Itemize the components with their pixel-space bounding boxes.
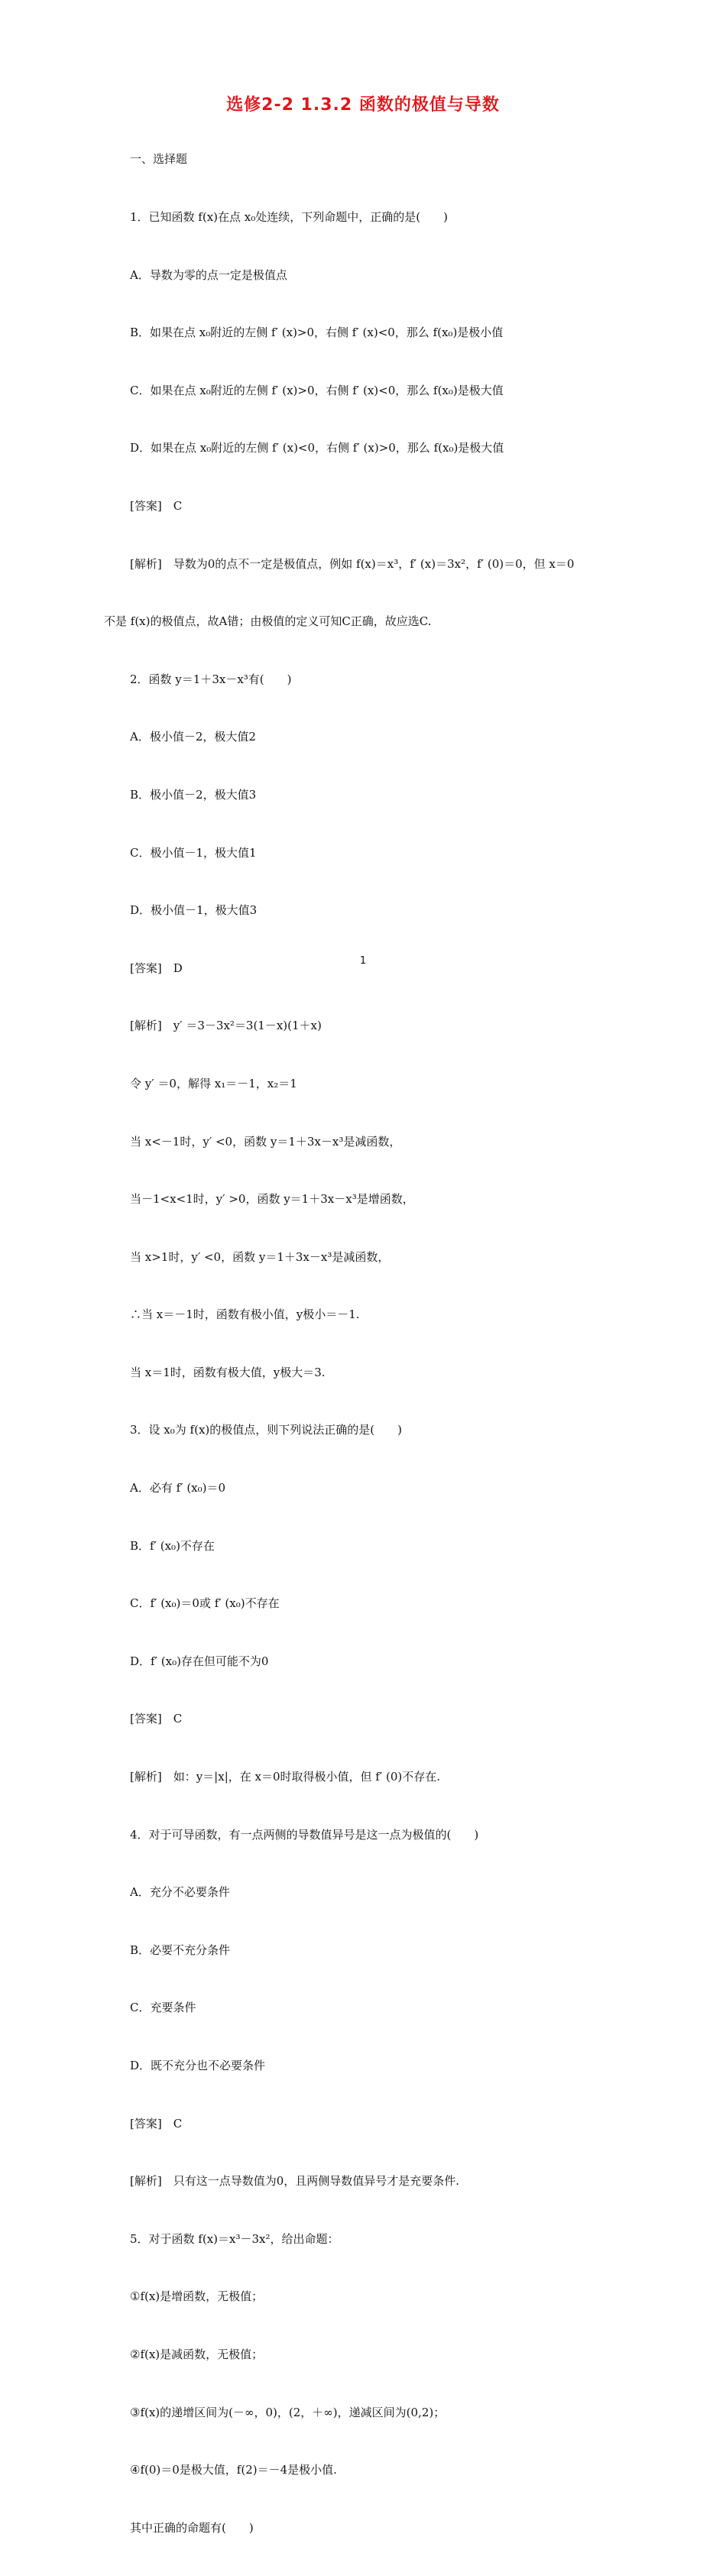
question-2: 2．函数 y＝1＋3x－x³有( ) [130,672,292,686]
q4-option-c: C．充要条件 [130,2001,196,2015]
q4-answer: [答案] C [130,2116,183,2130]
q1-option-c: C．如果在点 x₀附近的左侧 f′ (x)>0，右侧 f′ (x)<0，那么 f(x₀)是极大值 [130,383,504,397]
q2-option-b: B．极小值－2，极大值3 [130,787,257,802]
q2-option-a: A．极小值－2，极大值2 [130,730,256,744]
question-3: 3．设 x₀为 f(x)的极值点，则下列说法正确的是( ) [130,1423,402,1437]
q2-option-d: D．极小值－1，极大值3 [130,903,258,918]
q4-option-a: A．充分不必要条件 [130,1885,230,1900]
q3-analysis: [解析] 如：y＝|x|，在 x＝0时取得极小值，但 f′ (0)不存在. [130,1770,441,1784]
q3-option-c: C．f′ (x₀)＝0或 f′ (x₀)不存在 [130,1596,280,1611]
section-heading: 一、选择题 [130,152,188,167]
q4-option-b: B．必要不充分条件 [130,1943,231,1957]
q5-proposition-3: ③f(x)的递增区间为(－∞，0)，(2，＋∞)，递减区间为(0,2)； [130,2405,446,2419]
question-1: 1．已知函数 f(x)在点 x₀处连续，下列命题中，正确的是( ) [130,210,448,224]
q5-proposition-2: ②f(x)是减函数，无极值； [130,2347,264,2361]
question-5: 5．对于函数 f(x)＝x³－3x²，给出命题： [130,2231,339,2246]
q2-analysis-line: ∴当 x＝－1时，函数有极小值，y极小＝－1. [130,1307,360,1322]
q1-analysis-continued: 不是 f(x)的极值点，故A错；由极值的定义可知C正确，故应选C. [104,614,432,629]
q1-option-b: B．如果在点 x₀附近的左侧 f′ (x)>0，右侧 f′ (x)<0，那么 f(x₀)是极小值 [130,326,504,340]
q1-option-d: D．如果在点 x₀附近的左侧 f′ (x)<0，右侧 f′ (x)>0，那么 f(x₀)是极大值 [130,441,504,455]
q2-analysis-line: 令 y′ ＝0，解得 x₁＝－1，x₂＝1 [130,1076,297,1090]
document-body [104,112,631,2576]
q3-answer: [答案] C [130,1712,183,1726]
page-number: 1 [359,955,367,967]
q1-analysis: [解析] 导数为0的点不一定是极值点，例如 f(x)＝x³，f′ (x)＝3x²，f′ (0)＝0，但 x＝0 [130,556,575,571]
q2-analysis-line: 当－1<x<1时，y′ >0，函数 y＝1＋3x－x³是增函数， [130,1192,414,1207]
page-title: 选修2-2 1.3.2 函数的极值与导数 [226,96,500,115]
q2-analysis-line: 当 x＝1时，函数有极大值，y极大＝3. [130,1365,326,1379]
q3-option-d: D．f′ (x₀)存在但可能不为0 [130,1654,269,1668]
q1-option-a: A．导数为零的点一定是极值点 [130,267,287,282]
q3-option-b: B．f′ (x₀)不存在 [130,1538,215,1553]
q2-answer: [答案] D [130,961,183,975]
q5-prompt: 其中正确的命题有( ) [130,2520,254,2535]
question-4: 4．对于可导函数，有一点两侧的导数值异号是这一点为极值的( ) [130,1827,479,1842]
q4-analysis: [解析] 只有这一点导数值为0，且两侧导数值异号才是充要条件. [130,2174,460,2189]
q5-proposition-4: ④f(0)＝0是极大值，f(2)＝－4是极小值. [130,2463,337,2477]
q4-option-d: D．既不充分也不必要条件 [130,2059,266,2072]
q2-option-c: C．极小值－1，极大值1 [130,845,257,860]
q1-answer: [答案] C [130,498,183,513]
q2-analysis-line: 当 x<－1时，y′ <0，函数 y＝1＋3x－x³是减函数， [130,1134,401,1149]
q3-option-a: A．必有 f′ (x₀)＝0 [130,1481,226,1495]
q2-analysis-line: 当 x>1时，y′ <0，函数 y＝1＋3x－x³是减函数， [130,1249,390,1264]
q2-analysis: [解析] y′ ＝3－3x²＝3(1－x)(1＋x) [130,1019,322,1033]
q5-proposition-1: ①f(x)是增函数，无极值； [130,2289,264,2304]
